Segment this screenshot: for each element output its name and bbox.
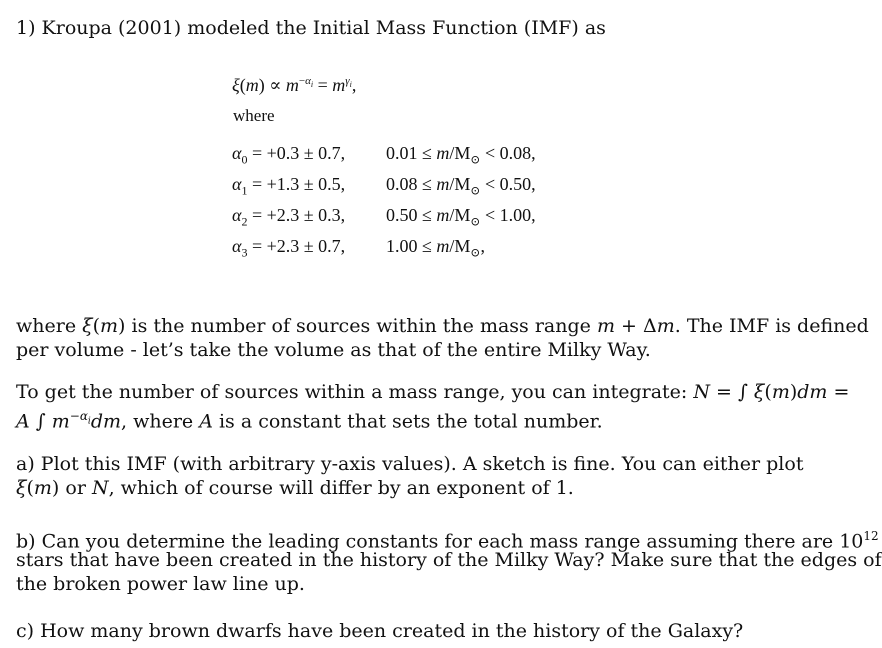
question-a-line1: a) Plot this IMF (with arbitrary y-axis values). A sketch is fine. You can either plot xyxy=(16,453,804,475)
intro-text: 1) Kroupa (2001) modeled the Initial Mass Function (IMF) as xyxy=(16,17,606,39)
paragraph-integration-line1: To get the number of sources within a mass range, you can integrate: N = ∫ ξ(m)dm = xyxy=(16,381,850,403)
where-label: where xyxy=(233,106,275,125)
question-c: c) How many brown dwarfs have been created in the history of the Galaxy? xyxy=(16,620,744,642)
paragraph-definition-line1: where ξ(m) is the number of sources within the mass range m + Δm. The IMF is defined xyxy=(16,315,869,337)
paragraph-definition-line2: per volume - let’s take the volume as that of the entire Milky Way. xyxy=(16,339,651,361)
question-b-line1: b) Can you determine the leading constants for each mass range assuming there are $10^{12}$ xyxy=(16,529,879,553)
question-b-line2: stars that have been created in the history of the Milky Way? Make sure that the edges of xyxy=(16,549,882,571)
question-b-line3: the broken power law line up. xyxy=(16,573,305,595)
paragraph-integration-line2: A ∫ $m^{-\alpha_i}dm$, where A is a constant that sets the total number. xyxy=(16,409,603,433)
question-a-line2: ξ(m) or N, which of course will differ by an exponent of 1. xyxy=(16,477,574,499)
imf-equation: $\xi(m) \propto m^{-\alpha_i} = m^{\gamma_i}$, xyxy=(232,75,357,95)
